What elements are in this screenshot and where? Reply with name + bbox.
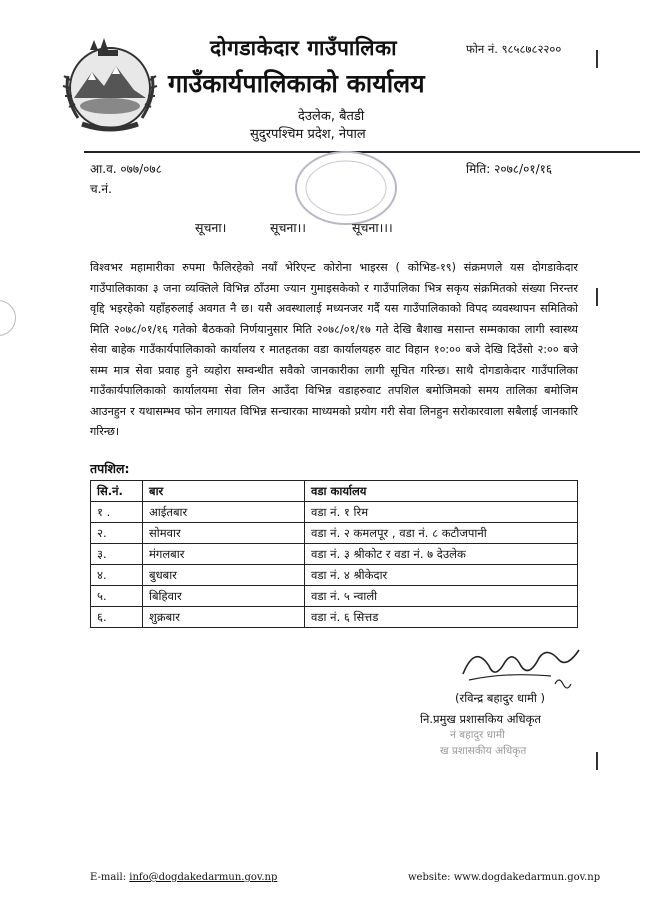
handwritten-signature: [455, 636, 585, 694]
table-cell: बिहिवार: [143, 586, 305, 607]
letter-date: मिति: २०७८/०१/१६: [466, 162, 553, 176]
table-row: [91, 565, 578, 586]
table-header-row: [91, 481, 578, 502]
table-row: [91, 607, 578, 628]
phone-number: फोन नं. ९८५८७८२२००: [466, 42, 562, 56]
notice-heading-3: सूचना।।।: [352, 220, 393, 235]
address-line1: देउलेक, बैतडी: [298, 109, 365, 124]
table-cell: वडा नं. ४ श्रीकेदार: [305, 565, 578, 586]
punch-hole: [0, 300, 16, 336]
footer-website[interactable]: website: www.dogdakedarmun.gov.np: [408, 872, 601, 883]
margin-mark: [596, 752, 598, 770]
seal-title: ख प्रशासकीय अधिकृत: [440, 745, 527, 757]
table-cell: बुधबार: [143, 565, 305, 586]
table-cell: वडा नं. ६ सित्तड: [305, 607, 578, 628]
margin-mark: [596, 288, 598, 306]
table-cell: आईतबार: [143, 502, 305, 523]
signatory-name: (रविन्द्र बहादुर धामी ): [455, 691, 546, 705]
reference-number: च.नं.: [90, 182, 112, 196]
office-name-line1: दोगडाकेदार गाउँपालिका: [210, 36, 398, 60]
table-row: [91, 502, 578, 523]
table-cell: १ .: [91, 502, 143, 523]
table-cell: वडा नं. ३ श्रीकोट र वडा नं. ७ देउलेक: [305, 544, 578, 565]
signatory-title: नि.प्रमुख प्रशासकिय अधिकृत: [420, 712, 541, 726]
details-label: तपशिल:: [90, 461, 130, 476]
table-row: [91, 523, 578, 544]
office-name-line2: गाउँकार्यपालिकाको कार्यालय: [168, 69, 425, 98]
table-cell: मंगलबार: [143, 544, 305, 565]
municipality-emblem: [58, 36, 162, 134]
column-header: वडा कार्यालय: [305, 481, 578, 502]
address-line2: सुदुरपश्चिम प्रदेश, नेपाल: [250, 127, 366, 142]
schedule-table: [90, 480, 578, 628]
fiscal-year: आ.व. ०७७/०७८: [90, 162, 162, 176]
table-cell: शुक्रबार: [143, 607, 305, 628]
table-cell: ३.: [91, 544, 143, 565]
table-row: [91, 544, 578, 565]
column-header: सि.नं.: [91, 481, 143, 502]
footer-email: [90, 872, 277, 883]
table-cell: २.: [91, 523, 143, 544]
table-cell: ५.: [91, 586, 143, 607]
email-label: E-mail:: [90, 872, 127, 883]
notice-heading-1: सूचना।: [195, 220, 227, 235]
table-cell: वडा नं. २ कमलपूर , वडा नं. ८ कटौजपानी: [305, 523, 578, 544]
seal-name: नं बहादुर धामी: [450, 729, 505, 741]
column-header: बार: [143, 481, 305, 502]
table-cell: वडा नं. १ रिम: [305, 502, 578, 523]
table-row: [91, 586, 578, 607]
notice-body: विश्वभर महामारीका रुपमा फैलिरहेको नयाँ भेरिएन्ट कोरोना भाइरस ( कोभिड-१९) संक्रमणले यस दोगडाकेदार गाउँपालिकाका ३ जना व्यक्तिले विभिन्न ठाँउमा ज्यान गुमाइसकेको र गाउँपालिका भित्र सकृय संक्रमितको संख्या निरन्तर वृद्दि भइरहेको यहाँहरुलाई अवगत नै छ। यसै अवस्थालाई मध्यनजर गर्दै यस गाउँपालिकाको विपद व्यवस्थापन समितिको मिति २०७८/०१/१६ गतेको बैठकको निर्णयानुसार मिति २०७८/०१/१७ गते देखि बैशाख मसान्त सम्मकाका लागी स्वास्थ्य सेवा बाहेक गाउँकार्यपालिकाको कार्यालय र मातहतका वडा कार्यालयहरु वाट विहान १०:०० बजे देखि दिउँसो २:०० बजे सम्म मात्र सेवा प्रवाह हुने व्यहोरा सम्वन्धीत सवैको जानकारीका लागी सूचित गरिन्छ। साथै दोगडाकेदार गाउँपालिका गाउँकार्यपालिकाको कार्यालयमा सेवा लिन आउँदा विभिन्न वडाहरुवाट तपशिल बमोजिमको समय तालिका बमोजिम आउनहुन र यथासम्भव फोन लगायत विभिन्न सन्चारका माध्यमको प्रयोग गरी सेवा लिनहुन सरोकारवाला सबैलाई जानकारि गरिन्छ।: [90, 261, 578, 438]
table-cell: सोमवार: [143, 523, 305, 544]
email-link[interactable]: info@dogdakedarmun.gov.np: [129, 872, 278, 883]
notice-heading-2: सूचना।।: [270, 220, 307, 235]
table-cell: वडा नं. ५ न्वाली: [305, 586, 578, 607]
office-stamp: [292, 148, 400, 228]
table-cell: ६.: [91, 607, 143, 628]
table-cell: ४.: [91, 565, 143, 586]
margin-mark: [596, 50, 598, 68]
